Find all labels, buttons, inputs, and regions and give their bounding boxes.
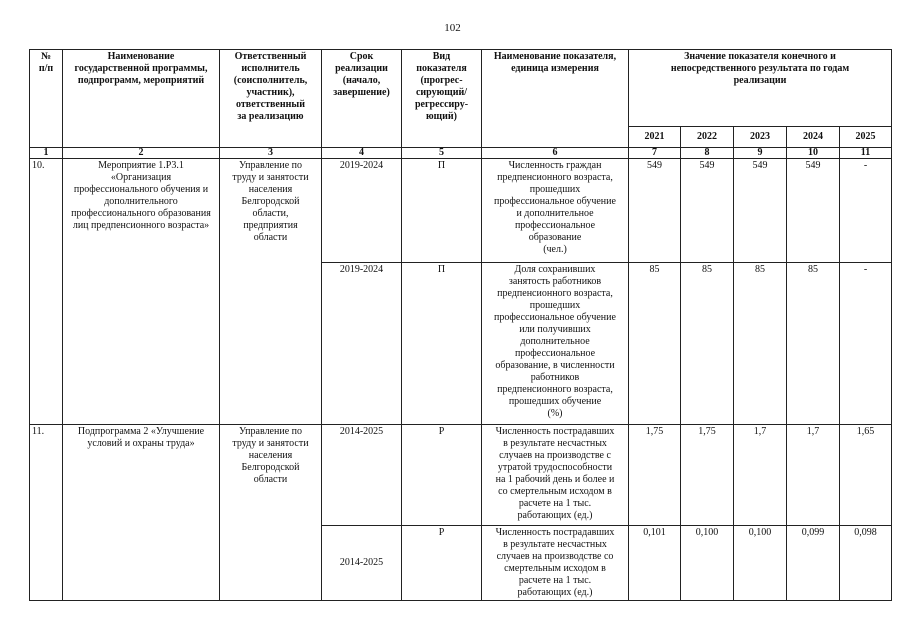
col-number: 6 [482,148,629,159]
value-2022: 549 [681,159,734,263]
header-indicator-name: Наименование показателя, единица измерения [482,50,629,148]
program-name: Подпрограмма 2 «Улучшение условий и охраны труда» [63,425,220,601]
value-2025: 0,098 [840,526,892,601]
header-values-title: Значение показателя конечного и непосредственного результата по годам реализации [629,50,892,127]
indicator-name: Численность пострадавших в результате несчастных случаев на производстве с утратой трудоспособности на 1 рабочий день и более и со смертельным исходом в расчете на 1 тыс. работающих (ед.) [482,425,629,526]
page-number: 102 [444,22,461,34]
table-row [30,159,892,263]
value-2024: 0,099 [787,526,840,601]
col-number: 9 [734,148,787,159]
responsible-executor: Управление по труду и занятости населения Белгородской области [220,425,322,601]
value-2025: - [840,159,892,263]
indicator-type: Р [402,425,482,526]
indicators-table [29,49,892,601]
year-2023: 2023 [734,127,787,148]
row-number: 11. [30,425,63,601]
indicator-name: Численность пострадавших в результате несчастных случаев на производстве со смертельным исходом в расчете на 1 тыс. работающих (ед.) [482,526,629,601]
col-number: 1 [30,148,63,159]
value-2024: 549 [787,159,840,263]
header-num: № п/п [30,50,63,148]
indicator-type: П [402,159,482,263]
value-2021: 549 [629,159,681,263]
header-name: Наименование государственной программы, подпрограмм, мероприятий [63,50,220,148]
indicator-name: Численность граждан предпенсионного возраста, прошедших профессиональное обучение и дополнительное профессиональное образование (чел.) [482,159,629,263]
year-2021: 2021 [629,127,681,148]
indicator-type: П [402,263,482,425]
year-2024: 2024 [787,127,840,148]
period: 2014-2025 [322,526,402,601]
period: 2014-2025 [322,425,402,526]
col-number: 8 [681,148,734,159]
responsible-executor: Управление по труду и занятости населения Белгородской области, предприятия области [220,159,322,425]
value-2024: 1,7 [787,425,840,526]
indicator-type: Р [402,526,482,601]
col-number: 10 [787,148,840,159]
value-2021: 85 [629,263,681,425]
value-2025: 1,65 [840,425,892,526]
header-period: Срок реализации (начало, завершение) [322,50,402,148]
value-2022: 85 [681,263,734,425]
program-name: Мероприятие 1.Р3.1 «Организация профессионального обучения и дополнительного профессионального образования лиц предпенсионного возраста» [63,159,220,425]
column-number-row [30,148,892,159]
row-number: 10. [30,159,63,425]
value-2023: 85 [734,263,787,425]
period: 2019-2024 [322,263,402,425]
col-number: 7 [629,148,681,159]
year-2022: 2022 [681,127,734,148]
header-indicator-type: Вид показателя (прогрес- сирующий/ регрессиру- ющий) [402,50,482,148]
value-2024: 85 [787,263,840,425]
table-row [30,425,892,526]
value-2022: 0,100 [681,526,734,601]
col-number: 3 [220,148,322,159]
value-2021: 1,75 [629,425,681,526]
indicator-name: Доля сохранивших занятость работников предпенсионного возраста, прошедших профессиональное обучение или получивших дополнительное профессиональное образование, в численности работников предпенсионного возраста, прошедших обучение (%) [482,263,629,425]
value-2022: 1,75 [681,425,734,526]
value-2021: 0,101 [629,526,681,601]
value-2023: 0,100 [734,526,787,601]
col-number: 11 [840,148,892,159]
col-number: 4 [322,148,402,159]
col-number: 2 [63,148,220,159]
value-2025: - [840,263,892,425]
year-2025: 2025 [840,127,892,148]
col-number: 5 [402,148,482,159]
period: 2019-2024 [322,159,402,263]
value-2023: 549 [734,159,787,263]
header-row [30,50,892,127]
header-responsible: Ответственный исполнитель (соисполнитель, участник), ответственный за реализацию [220,50,322,148]
value-2023: 1,7 [734,425,787,526]
